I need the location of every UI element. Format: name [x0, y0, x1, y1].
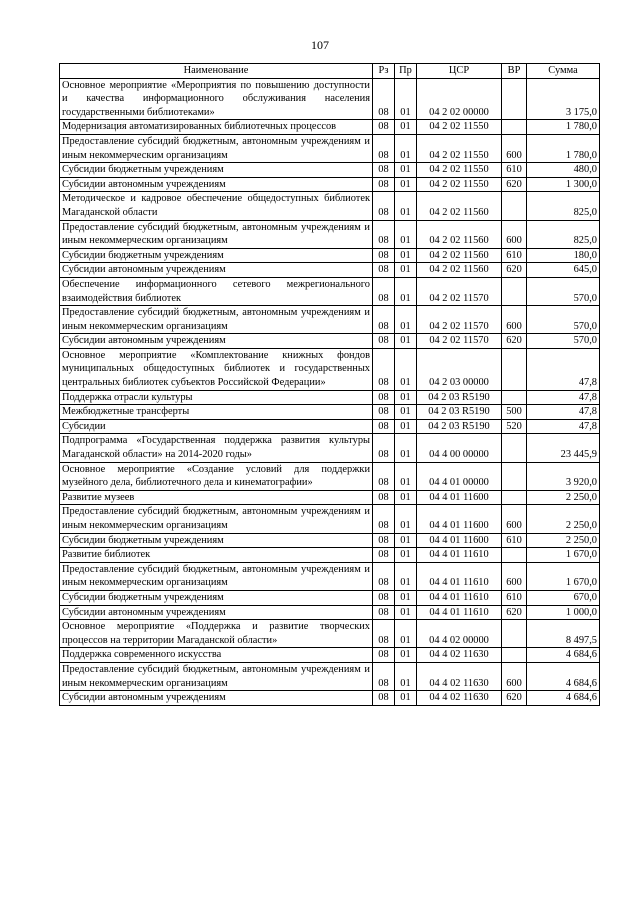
- cell-rz: 08: [373, 533, 395, 548]
- cell-pr: 01: [395, 306, 417, 334]
- cell-pr: 01: [395, 134, 417, 162]
- cell-rz: 08: [373, 334, 395, 349]
- cell-rz: 08: [373, 419, 395, 434]
- column-header-vr: ВР: [502, 64, 527, 79]
- cell-rz: 08: [373, 405, 395, 420]
- cell-sum: 570,0: [527, 277, 600, 305]
- cell-pr: 01: [395, 334, 417, 349]
- cell-csr: 04 4 02 11630: [417, 691, 502, 706]
- table-row: [60, 248, 600, 263]
- table-row: [60, 405, 600, 420]
- cell-csr: 04 4 01 11600: [417, 505, 502, 533]
- cell-name: Предоставление субсидий бюджетным, автономным учреждениям и иным некоммерческим организациям: [60, 562, 373, 590]
- cell-name: Поддержка отрасли культуры: [60, 390, 373, 405]
- cell-name: Основное мероприятие «Поддержка и развитие творческих процессов на территории Магаданской области»: [60, 620, 373, 648]
- cell-vr: 610: [502, 533, 527, 548]
- cell-pr: 01: [395, 120, 417, 135]
- cell-pr: 01: [395, 263, 417, 278]
- column-header-pr: Пр: [395, 64, 417, 79]
- cell-vr: [502, 192, 527, 220]
- cell-sum: 47,8: [527, 405, 600, 420]
- cell-vr: 620: [502, 334, 527, 349]
- cell-rz: 08: [373, 505, 395, 533]
- cell-sum: 4 684,6: [527, 648, 600, 663]
- cell-sum: 47,8: [527, 348, 600, 390]
- table-row: [60, 419, 600, 434]
- table-row: [60, 348, 600, 390]
- cell-csr: 04 4 01 11610: [417, 605, 502, 620]
- cell-pr: 01: [395, 163, 417, 178]
- cell-name: Предоставление субсидий бюджетным, автономным учреждениям и иным некоммерческим организациям: [60, 505, 373, 533]
- cell-pr: 01: [395, 505, 417, 533]
- cell-rz: 08: [373, 490, 395, 505]
- cell-rz: 08: [373, 192, 395, 220]
- cell-csr: 04 2 02 11550: [417, 120, 502, 135]
- cell-sum: 2 250,0: [527, 533, 600, 548]
- cell-vr: [502, 78, 527, 120]
- cell-pr: 01: [395, 419, 417, 434]
- cell-csr: 04 2 02 11560: [417, 220, 502, 248]
- cell-pr: 01: [395, 78, 417, 120]
- cell-csr: 04 2 02 11550: [417, 177, 502, 192]
- cell-csr: 04 4 01 00000: [417, 462, 502, 490]
- budget-table: [59, 63, 600, 706]
- cell-sum: 2 250,0: [527, 490, 600, 505]
- table-row: [60, 605, 600, 620]
- cell-vr: 500: [502, 405, 527, 420]
- cell-csr: 04 4 01 11610: [417, 590, 502, 605]
- cell-sum: 480,0: [527, 163, 600, 178]
- cell-rz: 08: [373, 277, 395, 305]
- cell-name: Предоставление субсидий бюджетным, автономным учреждениям и иным некоммерческим организациям: [60, 662, 373, 690]
- cell-name: Межбюджетные трансферты: [60, 405, 373, 420]
- cell-rz: 08: [373, 434, 395, 462]
- cell-vr: [502, 548, 527, 563]
- cell-sum: 570,0: [527, 334, 600, 349]
- column-header-sum: Сумма: [527, 64, 600, 79]
- table-row: [60, 390, 600, 405]
- cell-pr: 01: [395, 662, 417, 690]
- cell-name: Субсидии бюджетным учреждениям: [60, 248, 373, 263]
- cell-vr: 620: [502, 605, 527, 620]
- cell-sum: 825,0: [527, 220, 600, 248]
- cell-name: Основное мероприятие «Мероприятия по повышению доступности и качества информационного обслуживания населения государственными библиотеками»: [60, 78, 373, 120]
- cell-pr: 01: [395, 405, 417, 420]
- table-row: [60, 505, 600, 533]
- cell-rz: 08: [373, 306, 395, 334]
- table-row: [60, 334, 600, 349]
- cell-vr: 600: [502, 562, 527, 590]
- table-row: [60, 192, 600, 220]
- table-row: [60, 306, 600, 334]
- cell-rz: 08: [373, 648, 395, 663]
- column-header-name: Наименование: [60, 64, 373, 79]
- cell-name: Субсидии автономным учреждениям: [60, 605, 373, 620]
- cell-csr: 04 2 02 11550: [417, 134, 502, 162]
- table-row: [60, 462, 600, 490]
- cell-sum: 670,0: [527, 590, 600, 605]
- column-header-rz: Рз: [373, 64, 395, 79]
- cell-sum: 570,0: [527, 306, 600, 334]
- table-row: [60, 533, 600, 548]
- table-header-row: [60, 64, 600, 79]
- cell-vr: 600: [502, 505, 527, 533]
- cell-rz: 08: [373, 548, 395, 563]
- cell-csr: 04 4 02 11630: [417, 662, 502, 690]
- cell-rz: 08: [373, 462, 395, 490]
- page-number: 107: [311, 38, 329, 52]
- cell-pr: 01: [395, 192, 417, 220]
- cell-rz: 08: [373, 605, 395, 620]
- cell-pr: 01: [395, 533, 417, 548]
- cell-pr: 01: [395, 590, 417, 605]
- cell-name: Развитие музеев: [60, 490, 373, 505]
- cell-pr: 01: [395, 462, 417, 490]
- cell-rz: 08: [373, 390, 395, 405]
- cell-csr: 04 4 02 11630: [417, 648, 502, 663]
- cell-name: Основное мероприятие «Создание условий для поддержки музейного дела, библиотечного дела и кинематографии»: [60, 462, 373, 490]
- table-row: [60, 620, 600, 648]
- cell-sum: 3 175,0: [527, 78, 600, 120]
- cell-sum: 1 000,0: [527, 605, 600, 620]
- cell-csr: 04 4 01 11600: [417, 490, 502, 505]
- cell-csr: 04 2 03 R5190: [417, 390, 502, 405]
- cell-csr: 04 4 01 11610: [417, 548, 502, 563]
- cell-pr: 01: [395, 390, 417, 405]
- cell-name: Предоставление субсидий бюджетным, автономным учреждениям и иным некоммерческим организациям: [60, 220, 373, 248]
- table-row: [60, 220, 600, 248]
- cell-sum: 47,8: [527, 390, 600, 405]
- cell-name: Подпрограмма «Государственная поддержка развития культуры Магаданской области» на 2014-2020 годы»: [60, 434, 373, 462]
- cell-name: Субсидии бюджетным учреждениям: [60, 590, 373, 605]
- cell-rz: 08: [373, 562, 395, 590]
- cell-vr: 600: [502, 306, 527, 334]
- cell-vr: [502, 490, 527, 505]
- cell-sum: 1 780,0: [527, 134, 600, 162]
- cell-rz: 08: [373, 120, 395, 135]
- cell-name: Модернизация автоматизированных библиотечных процессов: [60, 120, 373, 135]
- cell-vr: 620: [502, 691, 527, 706]
- table-row: [60, 177, 600, 192]
- cell-name: Субсидии автономным учреждениям: [60, 691, 373, 706]
- cell-name: Субсидии бюджетным учреждениям: [60, 533, 373, 548]
- cell-vr: 600: [502, 662, 527, 690]
- cell-csr: 04 2 03 R5190: [417, 419, 502, 434]
- cell-name: Основное мероприятие «Комплектование книжных фондов муниципальных общедоступных библиотек и государственных центральных библиотек субъектов Российской Федерации»: [60, 348, 373, 390]
- cell-pr: 01: [395, 277, 417, 305]
- cell-csr: 04 2 02 00000: [417, 78, 502, 120]
- cell-csr: 04 2 02 11570: [417, 306, 502, 334]
- cell-vr: 620: [502, 263, 527, 278]
- cell-vr: 610: [502, 248, 527, 263]
- cell-vr: [502, 348, 527, 390]
- cell-pr: 01: [395, 548, 417, 563]
- cell-vr: [502, 277, 527, 305]
- cell-csr: 04 2 02 11560: [417, 263, 502, 278]
- cell-sum: 1 670,0: [527, 548, 600, 563]
- cell-name: Предоставление субсидий бюджетным, автономным учреждениям и иным некоммерческим организациям: [60, 134, 373, 162]
- cell-pr: 01: [395, 605, 417, 620]
- cell-name: Развитие библиотек: [60, 548, 373, 563]
- cell-sum: 645,0: [527, 263, 600, 278]
- cell-csr: 04 2 02 11570: [417, 334, 502, 349]
- cell-sum: 1 780,0: [527, 120, 600, 135]
- cell-rz: 08: [373, 662, 395, 690]
- cell-name: Поддержка современного искусства: [60, 648, 373, 663]
- cell-sum: 1 300,0: [527, 177, 600, 192]
- cell-rz: 08: [373, 163, 395, 178]
- cell-name: Субсидии: [60, 419, 373, 434]
- cell-name: Субсидии бюджетным учреждениям: [60, 163, 373, 178]
- cell-csr: 04 2 02 11560: [417, 192, 502, 220]
- cell-rz: 08: [373, 263, 395, 278]
- table-row: [60, 120, 600, 135]
- cell-csr: 04 2 03 R5190: [417, 405, 502, 420]
- table-row: [60, 691, 600, 706]
- cell-sum: 825,0: [527, 192, 600, 220]
- cell-rz: 08: [373, 248, 395, 263]
- cell-rz: 08: [373, 590, 395, 605]
- cell-sum: 2 250,0: [527, 505, 600, 533]
- cell-csr: 04 4 00 00000: [417, 434, 502, 462]
- cell-sum: 180,0: [527, 248, 600, 263]
- table-row: [60, 277, 600, 305]
- cell-vr: 520: [502, 419, 527, 434]
- cell-vr: 600: [502, 134, 527, 162]
- cell-pr: 01: [395, 248, 417, 263]
- cell-sum: 4 684,6: [527, 662, 600, 690]
- cell-pr: 01: [395, 177, 417, 192]
- cell-name: Субсидии автономным учреждениям: [60, 177, 373, 192]
- cell-name: Предоставление субсидий бюджетным, автономным учреждениям и иным некоммерческим организациям: [60, 306, 373, 334]
- table-row: [60, 163, 600, 178]
- cell-pr: 01: [395, 691, 417, 706]
- cell-csr: 04 4 01 11600: [417, 533, 502, 548]
- cell-sum: 8 497,5: [527, 620, 600, 648]
- cell-name: Субсидии автономным учреждениям: [60, 263, 373, 278]
- table-row: [60, 648, 600, 663]
- cell-vr: [502, 462, 527, 490]
- table-row: [60, 134, 600, 162]
- cell-vr: 610: [502, 163, 527, 178]
- cell-sum: 1 670,0: [527, 562, 600, 590]
- cell-vr: [502, 120, 527, 135]
- cell-sum: 4 684,6: [527, 691, 600, 706]
- table-row: [60, 78, 600, 120]
- cell-sum: 3 920,0: [527, 462, 600, 490]
- cell-vr: [502, 620, 527, 648]
- cell-rz: 08: [373, 348, 395, 390]
- cell-name: Обеспечение информационного сетевого межрегионального взаимодействия библиотек: [60, 277, 373, 305]
- cell-pr: 01: [395, 220, 417, 248]
- cell-rz: 08: [373, 691, 395, 706]
- cell-vr: [502, 434, 527, 462]
- cell-name: Методическое и кадровое обеспечение общедоступных библиотек Магаданской области: [60, 192, 373, 220]
- cell-pr: 01: [395, 562, 417, 590]
- cell-vr: 600: [502, 220, 527, 248]
- cell-csr: 04 4 01 11610: [417, 562, 502, 590]
- cell-sum: 47,8: [527, 419, 600, 434]
- cell-rz: 08: [373, 620, 395, 648]
- table-row: [60, 263, 600, 278]
- table-row: [60, 490, 600, 505]
- cell-pr: 01: [395, 648, 417, 663]
- cell-csr: 04 2 03 00000: [417, 348, 502, 390]
- table-body: [60, 78, 600, 705]
- cell-csr: 04 2 02 11570: [417, 277, 502, 305]
- cell-name: Субсидии автономным учреждениям: [60, 334, 373, 349]
- cell-pr: 01: [395, 434, 417, 462]
- cell-vr: [502, 390, 527, 405]
- table-row: [60, 434, 600, 462]
- table-row: [60, 562, 600, 590]
- column-header-csr: ЦСР: [417, 64, 502, 79]
- cell-vr: [502, 648, 527, 663]
- table-row: [60, 548, 600, 563]
- table-row: [60, 662, 600, 690]
- table-row: [60, 590, 600, 605]
- cell-csr: 04 4 02 00000: [417, 620, 502, 648]
- cell-csr: 04 2 02 11560: [417, 248, 502, 263]
- cell-csr: 04 2 02 11550: [417, 163, 502, 178]
- cell-rz: 08: [373, 134, 395, 162]
- cell-rz: 08: [373, 177, 395, 192]
- cell-rz: 08: [373, 78, 395, 120]
- cell-pr: 01: [395, 348, 417, 390]
- cell-vr: 620: [502, 177, 527, 192]
- cell-rz: 08: [373, 220, 395, 248]
- cell-vr: 610: [502, 590, 527, 605]
- cell-pr: 01: [395, 490, 417, 505]
- cell-sum: 23 445,9: [527, 434, 600, 462]
- cell-pr: 01: [395, 620, 417, 648]
